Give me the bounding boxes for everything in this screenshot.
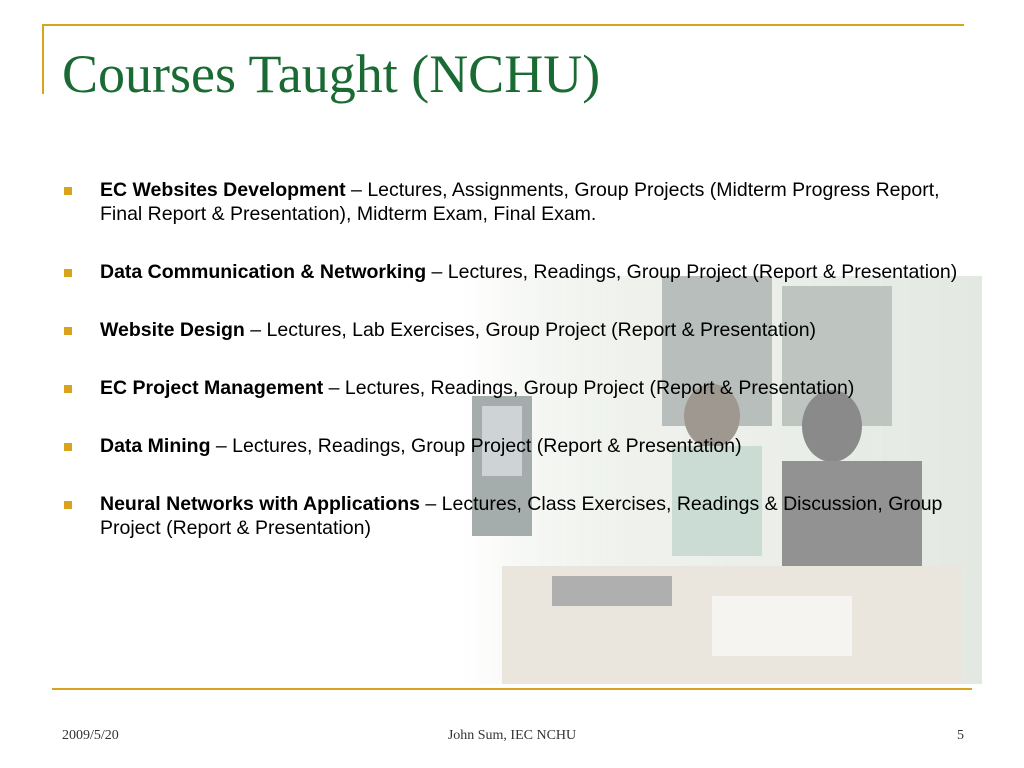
course-details: – Lectures, Assignments, Group Projects (Midterm Progress Report, Final Report & Presentation), Midterm Exam, Final Exam. <box>100 179 940 225</box>
square-bullet-icon <box>64 187 72 195</box>
course-name: Neural Networks with Applications <box>100 493 420 515</box>
square-bullet-icon <box>64 501 72 509</box>
square-bullet-icon <box>64 443 72 451</box>
course-name: EC Project Management <box>100 377 324 399</box>
square-bullet-icon <box>64 385 72 393</box>
course-list <box>64 178 964 574</box>
title-frame-left-line <box>42 24 44 94</box>
course-details: – Lectures, Readings, Group Project (Report & Presentation) <box>426 261 958 283</box>
footer-author: John Sum, IEC NCHU <box>447 728 577 743</box>
list-item <box>64 318 964 342</box>
list-item <box>64 260 964 284</box>
title-frame-top-line <box>42 24 964 26</box>
footer-date: 2009/5/20 <box>62 728 119 743</box>
list-item <box>64 492 964 540</box>
course-details: – Lectures, Class Exercises, Readings & Discussion, Group Project (Report & Presentation) <box>100 493 943 539</box>
list-item <box>64 376 964 400</box>
course-name: EC Websites Development <box>100 179 346 201</box>
footer-divider <box>52 688 972 690</box>
list-item <box>64 434 964 458</box>
course-name: Data Mining <box>100 435 211 457</box>
course-details: – Lectures, Readings, Group Project (Report & Presentation) <box>323 377 855 399</box>
course-name: Website Design <box>100 319 245 341</box>
page-number: 5 <box>957 728 964 743</box>
slide-title: Courses Taught (NCHU) <box>62 44 601 104</box>
course-name: Data Communication & Networking <box>100 261 427 283</box>
course-details: – Lectures, Readings, Group Project (Report & Presentation) <box>210 435 742 457</box>
list-item <box>64 178 964 226</box>
course-details: – Lectures, Lab Exercises, Group Project (Report & Presentation) <box>244 319 817 341</box>
square-bullet-icon <box>64 269 72 277</box>
square-bullet-icon <box>64 327 72 335</box>
